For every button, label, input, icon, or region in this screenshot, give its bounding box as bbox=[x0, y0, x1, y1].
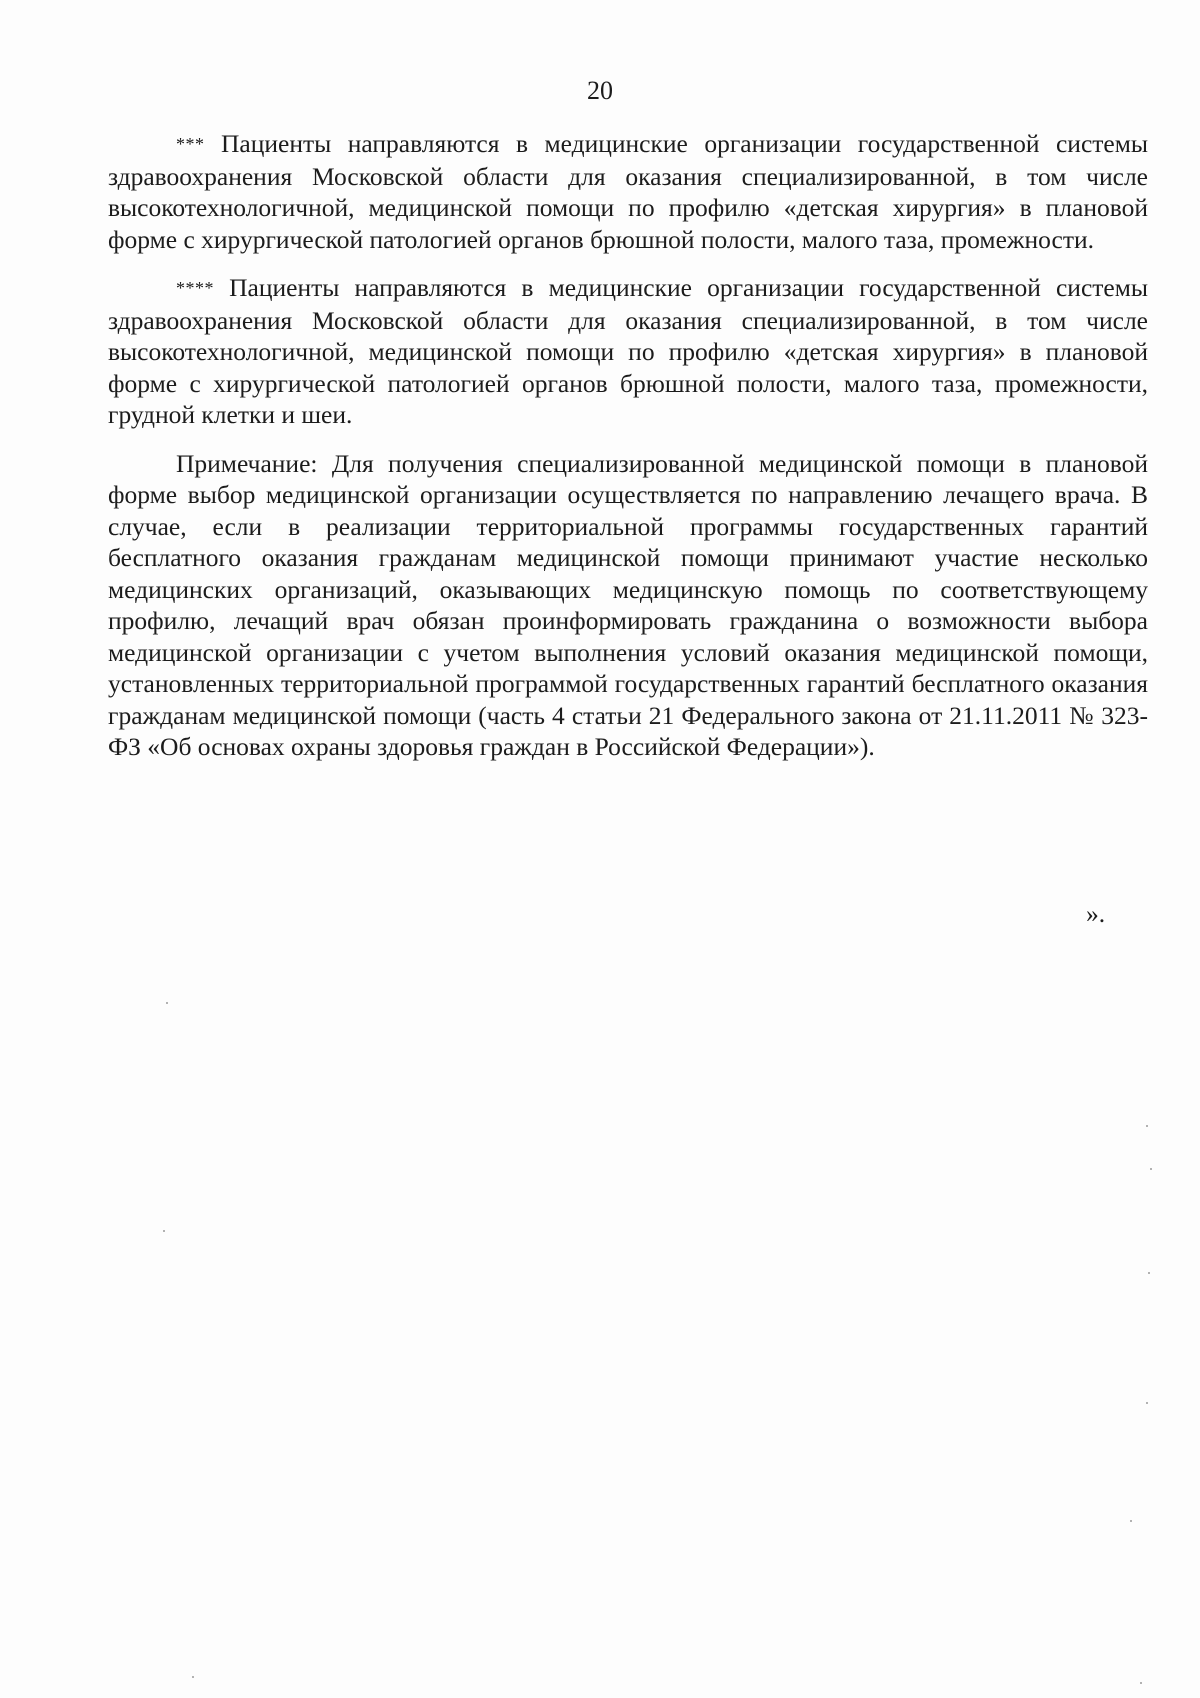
closing-quote-mark: ». bbox=[1086, 899, 1106, 928]
footnote-marker: *** bbox=[176, 134, 205, 154]
scan-speck bbox=[1146, 1125, 1148, 1127]
scan-speck bbox=[1146, 1402, 1148, 1404]
document-body bbox=[108, 128, 1148, 780]
scan-speck bbox=[1140, 1682, 1142, 1684]
footnote-triple-star bbox=[108, 128, 1148, 255]
note-paragraph bbox=[108, 448, 1148, 763]
note-text: Примечание: Для получения специализированной медицинской помощи в плановой форме выбор медицинской организации осуществляется по направлению лечащего врача. В случае, если в реализации территориальной программы государственных гарантий бесплатного оказания гражданам медицинской помощи принимают участие несколько медицинских организаций, оказывающих медицинскую помощь по соответствующему профилю, лечащий врач обязан проинформировать гражданина о возможности выбора медицинской организации с учетом выполнения условий оказания медицинской помощи, установленных территориальной программой государственных гарантий бесплатного оказания гражданам медицинской помощи (часть 4 статьи 21 Федерального закона от 21.11.2011 № 323-ФЗ «Об основах охраны здоровья граждан в Российской Федерации»). bbox=[108, 448, 1148, 761]
scan-speck bbox=[166, 1002, 168, 1004]
footnote-marker: **** bbox=[176, 278, 214, 298]
scan-speck bbox=[1148, 1272, 1150, 1274]
scan-speck bbox=[1130, 1520, 1132, 1522]
footnote-text: Пациенты направляются в медицинские организации государственной системы здравоохранения Московской области для оказания специализированной, в том числе высокотехнологичной, медицинской помощи по профилю «детская хирургия» в плановой форме с хирургической патологией органов брюшной полости, малого таза, промежности, грудной клетки и шеи. bbox=[108, 273, 1148, 429]
scan-speck bbox=[192, 1676, 194, 1678]
page-number: 20 bbox=[587, 76, 613, 105]
scan-speck bbox=[163, 1230, 165, 1232]
scan-speck bbox=[1150, 1168, 1152, 1170]
footnote-text: Пациенты направляются в медицинские организации государственной системы здравоохранения Московской области для оказания специализированной, в том числе высокотехнологичной, медицинской помощи по профилю «детская хирургия» в плановой форме с хирургической патологией органов брюшной полости, малого таза, промежности. bbox=[108, 129, 1148, 254]
footnote-quadruple-star bbox=[108, 272, 1148, 431]
